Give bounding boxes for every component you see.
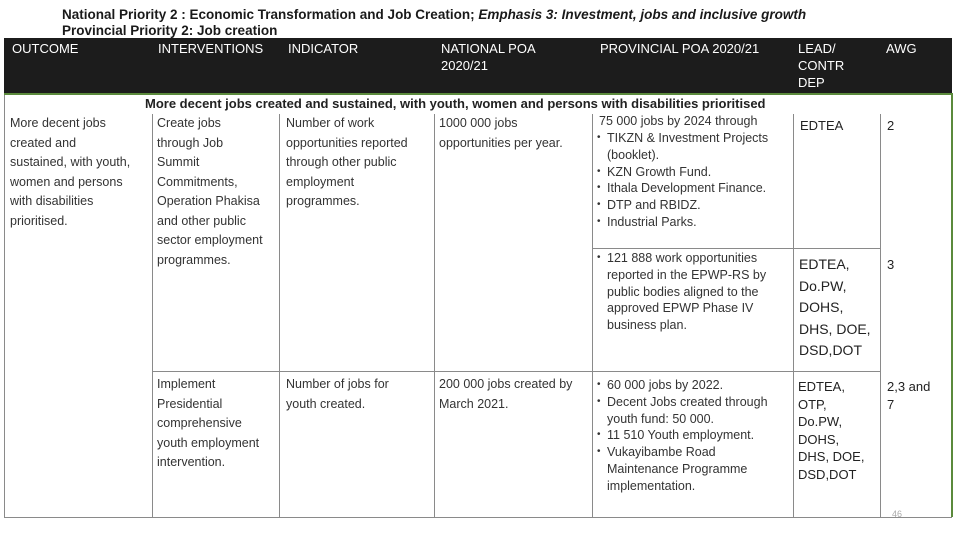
grid-hline — [592, 248, 880, 249]
title-emphasis: Emphasis 3: Investment, jobs and inclusive growth — [478, 7, 807, 22]
indicator-cell: Number of jobs for youth created. — [286, 377, 389, 411]
list-item: • Industrial Parks. — [597, 214, 789, 231]
grid-vline — [4, 95, 5, 518]
title-main: National Priority 2 : Economic Transformation and Job Creation; — [62, 7, 479, 22]
provincial-list — [597, 377, 783, 495]
col-provincial-poa: PROVINCIAL POA 2020/21 — [600, 41, 760, 56]
intervention-cell: Implement Presidential comprehensive youth employment intervention. — [157, 377, 260, 469]
grid-hline — [152, 371, 880, 372]
list-item: • 11 510 Youth employment. — [597, 427, 783, 444]
col-indicator: INDICATOR — [288, 41, 359, 56]
indicator-cell: Number of work opportunities reported through other public employment programmes. — [286, 116, 408, 208]
list-item: • 121 888 work opportunities reported in the EPWP-RS by public bodies aligned to the approved EPWP Phase IV business plan. — [597, 250, 783, 334]
col-outcome: OUTCOME — [12, 41, 79, 56]
list-item: • 60 000 jobs by 2022. — [597, 377, 783, 394]
col-national-poa: NATIONAL POA 2020/21 — [441, 41, 536, 73]
provincial-intro: 75 000 jobs by 2024 through — [599, 114, 758, 128]
outcome-cell: More decent jobs created and sustained, with youth, women and persons with disabilities prioritised. — [10, 116, 131, 228]
intervention-cell: Create jobs through Job Summit Commitments, Operation Phakisa and other public sector employment programmes. — [157, 116, 263, 267]
grid-vline — [434, 114, 435, 518]
lead-cell: EDTEA, Do.PW, DOHS, DHS, DOE, DSD,DOT — [799, 256, 871, 359]
document-title — [62, 6, 806, 23]
list-item: • TIKZN & Investment Projects (booklet). — [597, 130, 789, 164]
lead-cell: EDTEA, OTP, Do.PW, DOHS, DHS, DOE, DSD,DOT — [798, 379, 865, 482]
document-subtitle: Provincial Priority 2: Job creation — [62, 23, 278, 38]
list-item: • KZN Growth Fund. — [597, 164, 789, 181]
grid-vline — [880, 114, 881, 518]
col-interventions: INTERVENTIONS — [158, 41, 264, 56]
col-lead: LEAD/ CONTR DEP — [798, 41, 845, 90]
list-item: • DTP and RBIDZ. — [597, 197, 789, 214]
list-item: • Decent Jobs created through youth fund: 50 000. — [597, 394, 783, 428]
grid-vline — [793, 114, 794, 518]
lead-cell: EDTEA — [800, 118, 844, 133]
awg-cell: 2 — [887, 118, 895, 133]
grid-vline — [152, 114, 153, 518]
page-number: 46 — [892, 509, 903, 519]
header-divider — [4, 93, 952, 95]
provincial-list — [597, 250, 783, 334]
grid-vline — [279, 114, 280, 518]
national-poa-cell: 1000 000 jobs opportunities per year. — [439, 116, 563, 150]
grid-hline — [4, 517, 952, 518]
awg-cell: 3 — [887, 257, 895, 272]
table-header-row — [4, 38, 952, 94]
outcome-banner: More decent jobs created and sustained, with youth, women and persons with disabilities prioritised — [145, 96, 766, 111]
list-item: • Vukayibambe Road Maintenance Programme implementation. — [597, 444, 783, 494]
grid-vline — [592, 114, 593, 518]
provincial-list — [597, 130, 789, 231]
national-poa-cell: 200 000 jobs created by March 2021. — [439, 377, 573, 411]
list-item: • Ithala Development Finance. — [597, 180, 789, 197]
table-right-border — [951, 93, 953, 517]
awg-cell: 2,3 and 7 — [887, 379, 931, 412]
col-awg: AWG — [886, 41, 917, 56]
